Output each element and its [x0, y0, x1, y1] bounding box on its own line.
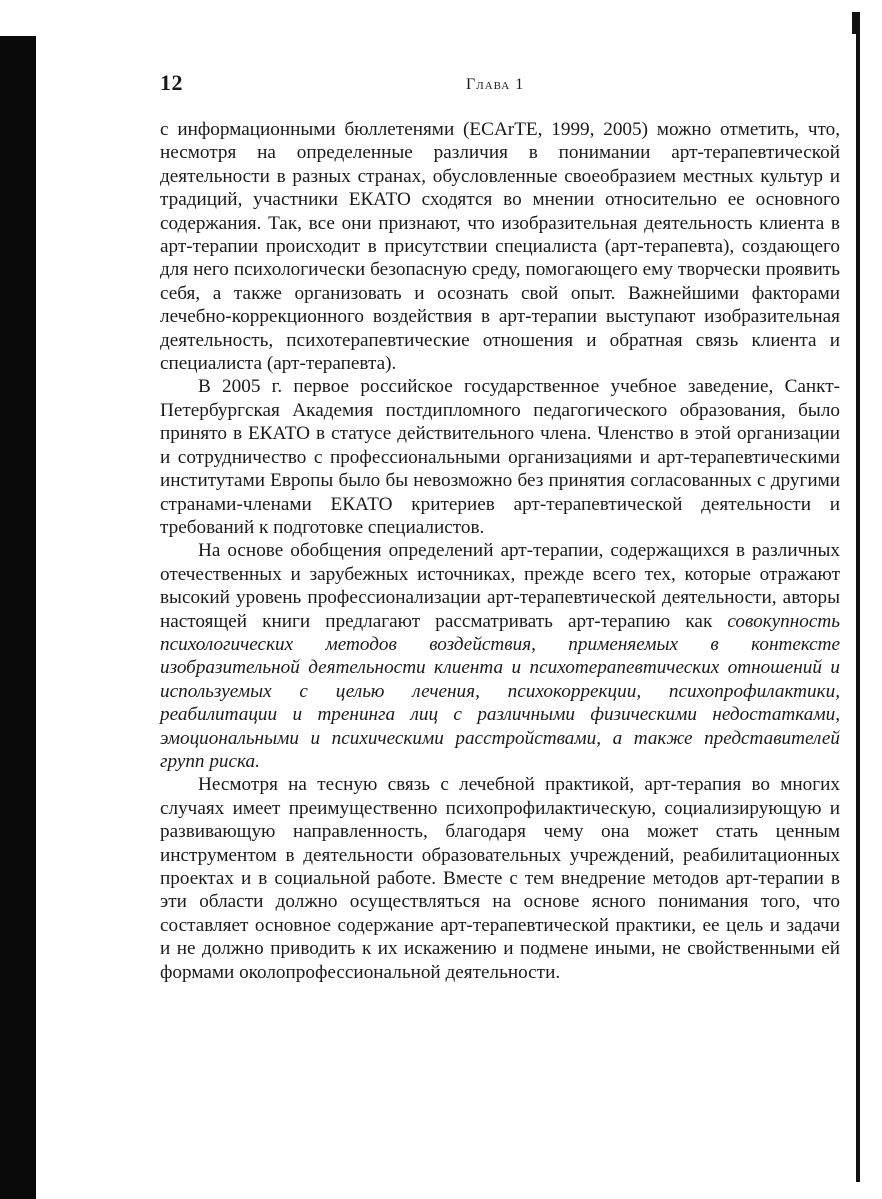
paragraph-3-text: На основе обобщения определений арт-терапии, содержащихся в различных отечественных и зарубежных источниках, прежде всего тех, которые отражают высокий уровень профессионализации арт-терапевтической деятельности, авторы настоящей книги предлагают рассматривать арт-терапию как — [160, 540, 840, 632]
scan-shadow-left — [0, 36, 36, 1199]
page-header — [160, 68, 840, 100]
scan-edge-right — [856, 12, 860, 1182]
running-head: Глава 1 — [466, 76, 525, 93]
paragraph-4: Несмотря на тесную связь с лечебной практикой, арт-терапия во многих случаях имеет преимущественно психопрофилактическую, социализирующую и развивающую направленность, благодаря чему она может стать ценным инструментом в деятельности образовательных учреждений, реабилитационных проектах и в социальной работе. Вместе с тем внедрение методов арт-терапии в эти области должно осуществляться на основе ясного понимания того, что составляет основное содержание арт-терапевтической практики, ее цель и задачи и не должно приводить к их искажению и подмене иными, не свойственными ей формами околопрофессиональной деятельности. — [160, 774, 840, 983]
body-text — [160, 118, 840, 984]
paragraph-2: В 2005 г. первое российское государственное учебное заведение, Санкт-Петербургская Академия постдипломного педагогического образования, было принято в ЕКАТО в статусе действительного члена. Членство в этой организации и сотрудничество с профессиональными организациями и арт-терапевтическими институтами Европы было бы невозможно без принятия согласованных с другими странами-членами ЕКАТО критериев арт-терапевтической деятельности и требований к подготовке специалистов. — [160, 376, 840, 538]
paragraph-1: с информационными бюллетенями (ECArTE, 1999, 2005) можно отметить, что, несмотря на определенные различия в понимании арт-терапевтической деятельности в разных странах, обусловленные своеобразием местных культур и традиций, участники ЕКАТО сходятся во мнении относительно ее основного содержания. Так, все они признают, что изобразительная деятельность клиента в арт-терапии происходит в присутствии специалиста (арт-терапевта), создающего для него психологически безопасную среду, помогающего ему творчески проявить себя, а также организовать и осознать свой опыт. Важнейшими факторами лечебно-коррекционного воздействия в арт-терапии выступают изобразительная деятельность, психотерапевтические отношения и обратная связь клиента и специалиста (арт-терапевта). — [160, 119, 840, 375]
page-number: 12 — [160, 70, 183, 95]
book-page — [160, 68, 840, 984]
paragraph-3-definition: совокупность психологических методов воздействия, применяемых в контексте изобразительной деятельности клиента и психотерапевтических отношений и используемых с целью лечения, психокоррекции, психопрофилактики, реабилитации и тренинга лиц с различными физическими недостатками, эмоциональными и психическими расстройствами, а также представителей групп риска. — [160, 610, 840, 772]
paragraph-3 — [160, 539, 840, 773]
